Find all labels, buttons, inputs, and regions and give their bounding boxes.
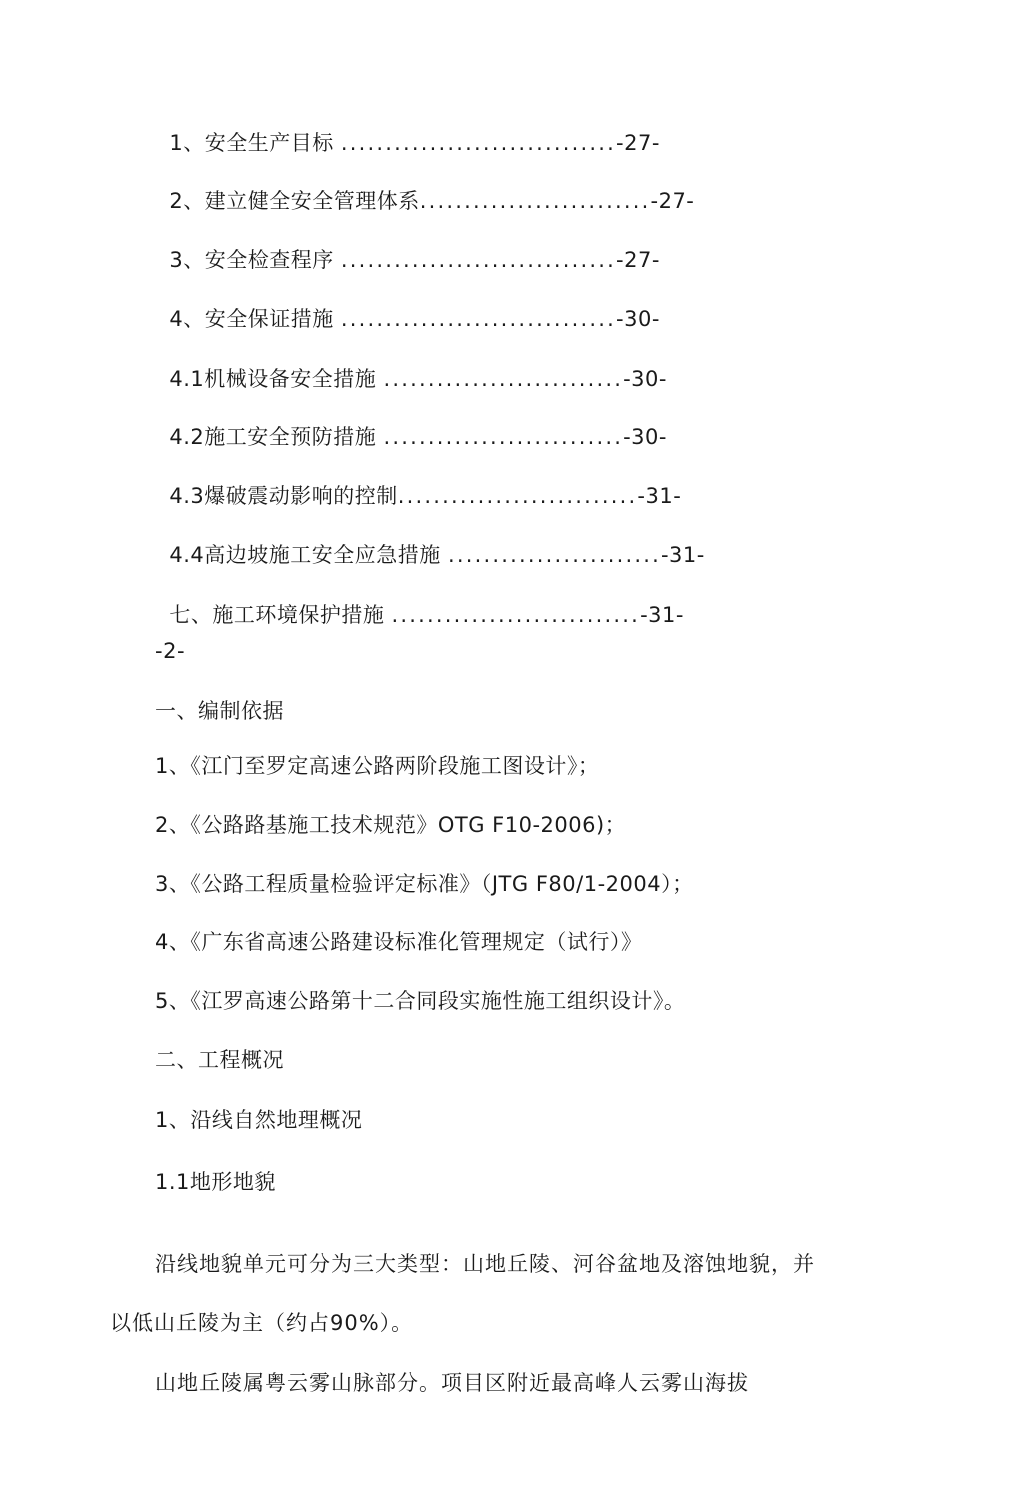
toc-page: -31- <box>640 603 684 627</box>
subsection-heading: 1、沿线自然地理概况 <box>155 1108 363 1132</box>
toc-page: -27- <box>616 131 660 155</box>
toc-label: 4.2施工安全预防措施 <box>169 425 384 449</box>
toc-page: -27- <box>650 189 695 213</box>
reference-item: 1、《江门至罗定高速公路两阶段施工图设计》； <box>155 754 600 778</box>
toc-leaders: .......................... <box>419 189 651 213</box>
body-paragraph-line: 山地丘陵属粤云雾山脉部分。项目区附近最高峰人云雾山海拔 <box>155 1371 749 1395</box>
toc-label: 4.1机械设备安全措施 <box>169 367 384 391</box>
toc-label: 3、安全检查程序 <box>169 248 341 272</box>
toc-label: 2、建立健全安全管理体系 <box>169 189 420 213</box>
toc-leaders: ........................... <box>383 425 624 449</box>
toc-label: 4、安全保证措施 <box>169 307 341 331</box>
toc-page: -30- <box>623 367 667 391</box>
toc-page: -27- <box>616 248 660 272</box>
toc-entry <box>155 101 660 157</box>
body-paragraph-line: 沿线地貌单元可分为三大类型：山地丘陵、河谷盆地及溶蚀地貌，并 <box>155 1252 815 1276</box>
toc-leaders: ........................... <box>383 367 624 391</box>
subsection-heading: 1.1地形地貌 <box>155 1170 276 1194</box>
toc-page: -31- <box>637 484 682 508</box>
toc-label: 4.4高边坡施工安全应急措施 <box>169 543 448 567</box>
reference-item: 2、《公路路基施工技术规范》OTG F10-2006)； <box>155 813 627 837</box>
toc-entry <box>155 218 660 274</box>
toc-label: 七、施工环境保护措施 <box>169 603 392 627</box>
toc-entry <box>155 337 667 393</box>
reference-item: 3、《公路工程质量检验评定标准》（JTG F80/1-2004）； <box>155 872 694 896</box>
toc-page: -31- <box>660 543 705 567</box>
toc-page: -30- <box>616 307 660 331</box>
reference-item: 5、《江罗高速公路第十二合同段实施性施工组织设计》。 <box>155 989 686 1013</box>
toc-leaders: ............................... <box>340 307 617 331</box>
toc-leaders: ............................... <box>340 248 617 272</box>
toc-entry <box>155 159 694 215</box>
toc-leaders: ............................... <box>340 131 617 155</box>
toc-entry <box>155 277 660 333</box>
section-heading: 一、编制依据 <box>155 699 284 723</box>
toc-label: 4.3爆破震动影响的控制 <box>169 484 398 508</box>
toc-leaders: ............................ <box>391 603 641 627</box>
toc-entry <box>155 573 684 629</box>
toc-entry <box>155 395 667 451</box>
toc-leaders: ........................... <box>397 484 638 508</box>
toc-entry <box>155 454 681 510</box>
section-heading: 二、工程概况 <box>155 1048 284 1072</box>
toc-leaders: ........................ <box>447 543 661 567</box>
reference-item: 4、《广东省高速公路建设标准化管理规定（试行）》 <box>155 930 643 954</box>
toc-label: 1、安全生产目标 <box>169 131 341 155</box>
toc-entry <box>155 513 705 569</box>
toc-page: -30- <box>623 425 667 449</box>
body-paragraph-line: 以低山丘陵为主（约占90%）。 <box>110 1311 414 1335</box>
page-number: -2- <box>155 639 186 663</box>
